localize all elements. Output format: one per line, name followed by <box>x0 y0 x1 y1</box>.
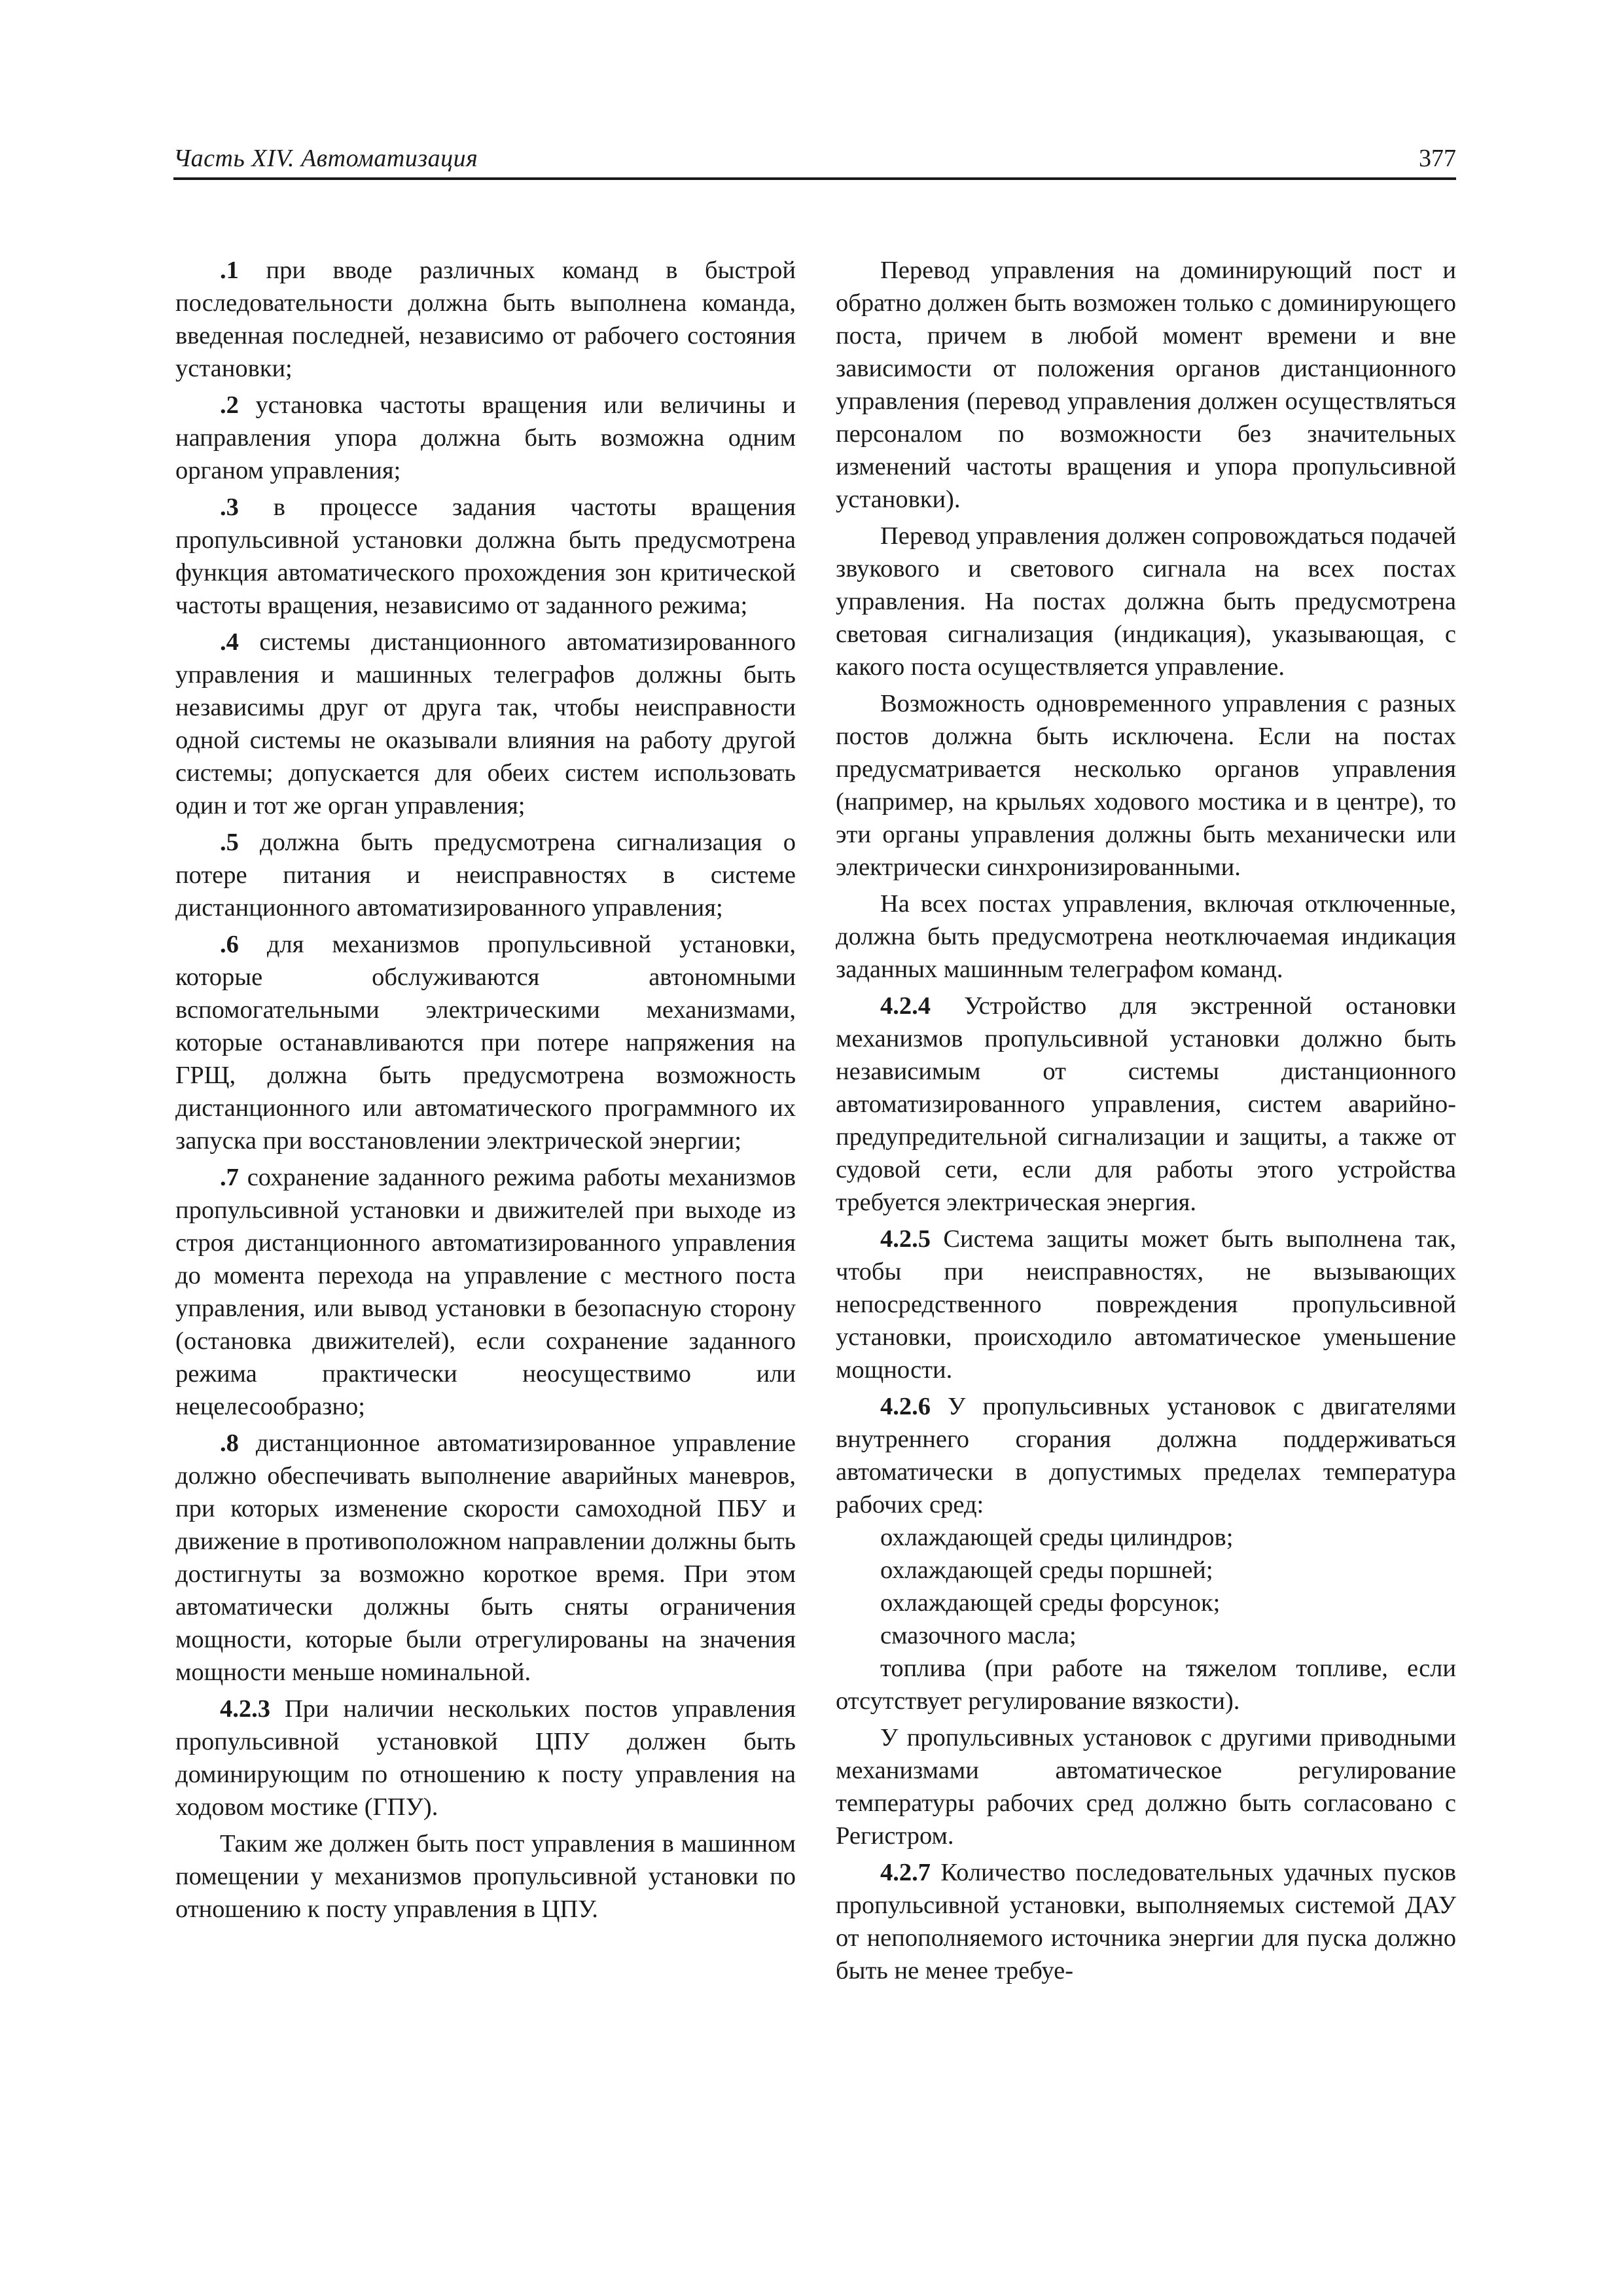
paragraph-item-6 <box>175 928 796 1157</box>
item-number: .5 <box>220 829 239 856</box>
section-number: 4.2.7 <box>880 1859 931 1886</box>
paragraph-control-post: Таким же должен быть пост управления в машинном помещении у механизмов пропульсивной установки по отношению к посту управления в ЦПУ. <box>175 1830 796 1923</box>
item-number: .1 <box>220 257 239 284</box>
paragraph-simultaneous-control: Возможность одновременного управления с разных постов должна быть исключена. Если на постах предусматривается несколько органов управления (например, на крыльях ходового мостика и в центре), то эти органы управления должны быть механически или электрически синхронизированными. <box>836 690 1456 881</box>
paragraph-transfer-signal: Перевод управления должен сопровождаться подачей звукового и светового сигнала на всех постах управления. На постах должна быть предусмотрена световая сигнализация (индикация), указывающая, с какого поста осуществляется управление. <box>836 522 1456 681</box>
item-number: .3 <box>220 493 239 521</box>
paragraph-transfer-control: Перевод управления на доминирующий пост и обратно должен быть возможен только с доминирующего поста, причем в любой момент времени и вне зависимости от положения органов дистанционного управления (перевод управления должен осуществляться персоналом по возможности без значительных изменений частоты вращения и упора пропульсивной установки). <box>836 257 1456 513</box>
right-column <box>836 254 1456 1991</box>
paragraph-text: должна быть предусмотрена сигнализация о потере питания и неисправностях в системе дистанционного автоматизированного управления; <box>175 829 796 922</box>
paragraph-item-2 <box>175 389 796 487</box>
running-header <box>173 139 1456 178</box>
paragraph-item-4 <box>175 626 796 822</box>
section-4-2-7 <box>836 1856 1456 1987</box>
paragraph-text: дистанционное автоматизированное управление должно обеспечивать выполнение аварийных маневров, при которых изменение скорости самоходной ПБУ и движение в противоположном направлении должны быть достигнуты за возможно короткое время. При этом автоматически должны быть сняты ограничения мощности, которые были отрегулированы на значения мощности меньше номинальной. <box>175 1429 796 1686</box>
paragraph-text: Количество последовательных удачных пусков пропульсивной установки, выполняемых системой ДАУ от непополняемого источника энергии для пуска должно быть не менее требуе- <box>836 1859 1456 1984</box>
paragraph-text: системы дистанционного автоматизированного управления и машинных телеграфов должны быть независимы друг от друга так, чтобы неисправности одной системы не оказывали влияния на работу другой системы; допускается для обеих систем использовать один и тот же орган управления; <box>175 628 796 819</box>
paragraph-text: для механизмов пропульсивной установки, которые обслуживаются автономными вспомогательными электрическими механизмами, которые останавливаются при потере напряжения на ГРЩ, должна быть предусмотрена возможность дистанционного или автоматического программного их запуска при восстановлении электрической энергии; <box>175 931 796 1155</box>
page-number: 377 <box>1419 145 1456 172</box>
paragraph-fuel: топлива (при работе на тяжелом топливе, если отсутствует регулирование вязкости). <box>836 1655 1456 1715</box>
paragraph-text: при вводе различных команд в быстрой последовательности должна быть выполнена команда, введенная последней, независимо от рабочего состояния установки; <box>175 257 796 382</box>
left-column <box>175 254 796 1929</box>
section-4-2-3 <box>175 1693 796 1823</box>
paragraph-item-5 <box>175 826 796 924</box>
paragraph-item-1 <box>175 254 796 385</box>
paragraph-text: установка частоты вращения или величины и направления упора должна быть возможна одним органом управления; <box>175 391 796 484</box>
list-item: охлаждающей среды форсунок; <box>880 1589 1221 1617</box>
item-number: .6 <box>220 931 239 958</box>
section-number: 4.2.6 <box>880 1393 931 1420</box>
item-number: .4 <box>220 628 239 656</box>
item-number: .7 <box>220 1164 239 1191</box>
header-divider <box>173 177 1456 180</box>
section-number: 4.2.5 <box>880 1225 931 1253</box>
paragraph-item-8 <box>175 1427 796 1689</box>
item-number: .2 <box>220 391 239 419</box>
header-title: Часть XIV. Автоматизация <box>173 145 478 172</box>
section-number: 4.2.3 <box>220 1695 270 1723</box>
section-4-2-4 <box>836 990 1456 1219</box>
section-number: 4.2.4 <box>880 992 931 1020</box>
list-item: смазочного масла; <box>880 1622 1077 1649</box>
paragraph-text: в процессе задания частоты вращения пропульсивной установки должна быть предусмотрена функция автоматического прохождения зон критической частоты вращения, независимо от заданного режима; <box>175 493 796 619</box>
paragraph-text: Устройство для экстренной остановки механизмов пропульсивной установки должно быть независимым от системы дистанционного автоматизированного управления, систем аварийно-предупредительной сигнализации и защиты, а также от судовой сети, если для работы этого устройства требуется электрическая энергия. <box>836 992 1456 1216</box>
paragraph-text: При наличии нескольких постов управления пропульсивной установкой ЦПУ должен быть доминирующим по отношению к посту управления на ходовом мостике (ГПУ). <box>175 1695 796 1821</box>
paragraph-item-3 <box>175 491 796 622</box>
paragraph-text: Система защиты может быть выполнена так, чтобы при неисправностях, не вызывающих непосредственного повреждения пропульсивной установки, происходило автоматическое уменьшение мощности. <box>836 1225 1456 1384</box>
item-number: .8 <box>220 1429 239 1457</box>
list-item: охлаждающей среды поршней; <box>880 1556 1213 1584</box>
list-item: охлаждающей среды цилиндров; <box>880 1524 1234 1551</box>
paragraph-indication: На всех постах управления, включая отключенные, должна быть предусмотрена неотключаемая индикация заданных машинным телеграфом команд. <box>836 890 1456 983</box>
paragraph-other-drives: У пропульсивных установок с другими приводными механизмами автоматическое регулирование температуры рабочих сред должно быть согласовано с Регистром. <box>836 1724 1456 1850</box>
paragraph-text: У пропульсивных установок с двигателями внутреннего сгорания должна поддерживаться автоматически в допустимых пределах температура рабочих сред: <box>836 1393 1456 1518</box>
paragraph-item-7 <box>175 1161 796 1423</box>
paragraph-text: сохранение заданного режима работы механизмов пропульсивной установки и движителей при выходе из строя дистанционного автоматизированного управления до момента перехода на управление с местного поста управления, или вывод установки в безопасную сторону (остановка движителей), если сохранение заданного режима практически неосуществимо или нецелесообразно; <box>175 1164 796 1420</box>
section-4-2-6 <box>836 1390 1456 1521</box>
section-4-2-5 <box>836 1223 1456 1386</box>
